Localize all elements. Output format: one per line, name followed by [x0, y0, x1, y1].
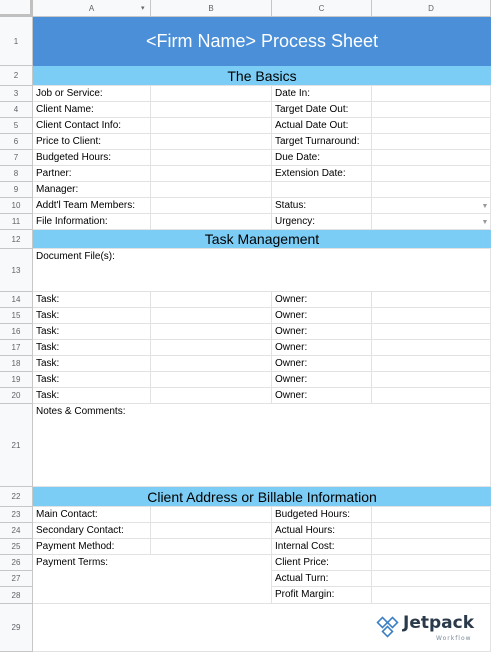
basics-right-value-cell[interactable]: [372, 214, 491, 230]
client-right-label[interactable]: Budgeted Hours:: [272, 507, 372, 523]
section-header-client: Client Address or Billable Information: [33, 487, 491, 507]
row-header[interactable]: 14: [0, 292, 33, 308]
client-right-value-cell[interactable]: [372, 539, 491, 555]
task-label[interactable]: Task:: [33, 308, 151, 324]
basics-label[interactable]: Price to Client:: [33, 134, 151, 150]
basics-right-label[interactable]: Target Date Out:: [272, 102, 372, 118]
footer-row[interactable]: [33, 604, 491, 652]
row-header[interactable]: 23: [0, 507, 33, 523]
row-header[interactable]: 1: [0, 17, 33, 66]
basics-label[interactable]: Client Contact Info:: [33, 118, 151, 134]
client-value-cell[interactable]: [151, 539, 272, 555]
basics-right-label[interactable]: Target Turnaround:: [272, 134, 372, 150]
row-header[interactable]: 8: [0, 166, 33, 182]
row-header[interactable]: 11: [0, 214, 33, 230]
select-all-corner[interactable]: [0, 0, 33, 17]
row-header[interactable]: 27: [0, 571, 33, 587]
task-label[interactable]: Task:: [33, 372, 151, 388]
owner-value-cell[interactable]: [372, 356, 491, 372]
document-files-cell[interactable]: Document File(s):: [33, 249, 491, 292]
client-right-label[interactable]: Actual Hours:: [272, 523, 372, 539]
basics-label[interactable]: Client Name:: [33, 102, 151, 118]
column-header-b[interactable]: [151, 0, 272, 17]
client-right-value-cell[interactable]: [372, 555, 491, 571]
column-header-d[interactable]: [372, 0, 491, 17]
task-value-cell[interactable]: [151, 292, 272, 308]
basics-label[interactable]: Budgeted Hours:: [33, 150, 151, 166]
row-header[interactable]: 22: [0, 487, 33, 507]
client-right-value-cell[interactable]: [372, 571, 491, 587]
owner-label[interactable]: Owner:: [272, 292, 372, 308]
client-value-cell[interactable]: [151, 523, 272, 539]
client-right-value-cell[interactable]: [372, 523, 491, 539]
section-header-basics: The Basics: [33, 66, 491, 86]
basics-value-cell[interactable]: [151, 198, 272, 214]
task-value-cell[interactable]: [151, 356, 272, 372]
row-header[interactable]: 25: [0, 539, 33, 555]
basics-right-label[interactable]: Actual Date Out:: [272, 118, 372, 134]
basics-right-value-cell[interactable]: [372, 118, 491, 134]
basics-right-label[interactable]: [272, 182, 372, 198]
row-header[interactable]: 28: [0, 587, 33, 604]
basics-right-label[interactable]: Extension Date:: [272, 166, 372, 182]
client-label[interactable]: Payment Method:: [33, 539, 151, 555]
basics-right-value-cell[interactable]: [372, 102, 491, 118]
client-right-value-cell[interactable]: [372, 587, 491, 604]
basics-value-cell[interactable]: [151, 214, 272, 230]
row-header[interactable]: 19: [0, 372, 33, 388]
task-label[interactable]: Task:: [33, 324, 151, 340]
row-header[interactable]: 9: [0, 182, 33, 198]
jetpack-logo-icon: [376, 616, 400, 640]
row-header[interactable]: 7: [0, 150, 33, 166]
basics-right-value-cell[interactable]: [372, 150, 491, 166]
basics-right-value-cell[interactable]: [372, 134, 491, 150]
column-c-label: C: [318, 3, 325, 13]
owner-value-cell[interactable]: [372, 372, 491, 388]
triangle-down-icon[interactable]: ▼: [481, 202, 489, 210]
logo-subtitle: Workflow: [436, 635, 472, 642]
task-value-cell[interactable]: [151, 388, 272, 404]
row-header[interactable]: 6: [0, 134, 33, 150]
basics-right-value-cell[interactable]: [372, 198, 491, 214]
task-label[interactable]: Task:: [33, 356, 151, 372]
row-header[interactable]: 12: [0, 230, 33, 249]
row-header[interactable]: 29: [0, 604, 33, 652]
row-header[interactable]: 10: [0, 198, 33, 214]
column-b-label: B: [208, 3, 214, 13]
client-right-label[interactable]: Actual Turn:: [272, 571, 372, 587]
row-header[interactable]: 21: [0, 404, 33, 487]
owner-label[interactable]: Owner:: [272, 340, 372, 356]
notes-comments-cell[interactable]: Notes & Comments:: [33, 404, 491, 487]
section-header-task: Task Management: [33, 230, 491, 249]
owner-value-cell[interactable]: [372, 292, 491, 308]
basics-right-value-cell[interactable]: [372, 86, 491, 102]
row-header[interactable]: 18: [0, 356, 33, 372]
triangle-down-icon[interactable]: ▼: [481, 218, 489, 226]
row-header[interactable]: 26: [0, 555, 33, 571]
column-a-label: A: [88, 3, 95, 13]
row-header[interactable]: 17: [0, 340, 33, 356]
row-header[interactable]: 3: [0, 86, 33, 102]
column-d-label: D: [428, 3, 434, 13]
basics-right-label[interactable]: Due Date:: [272, 150, 372, 166]
page-title: <Firm Name> Process Sheet: [33, 17, 491, 66]
client-value-cell[interactable]: [151, 507, 272, 523]
row-header[interactable]: 15: [0, 308, 33, 324]
basics-right-label[interactable]: Date In:: [272, 86, 372, 102]
row-header[interactable]: 24: [0, 523, 33, 539]
filter-arrow-icon[interactable]: ▾: [141, 5, 145, 12]
task-value-cell[interactable]: [151, 372, 272, 388]
client-label[interactable]: Main Contact:: [33, 507, 151, 523]
basics-value-cell[interactable]: [151, 102, 272, 118]
client-right-value-cell[interactable]: [372, 507, 491, 523]
logo: [376, 613, 486, 643]
basics-value-cell[interactable]: [151, 134, 272, 150]
basics-value-cell[interactable]: [151, 166, 272, 182]
basics-value-cell[interactable]: [151, 118, 272, 134]
owner-label[interactable]: Owner:: [272, 356, 372, 372]
client-right-label[interactable]: Internal Cost:: [272, 539, 372, 555]
client-label[interactable]: Secondary Contact:: [33, 523, 151, 539]
basics-right-value-cell[interactable]: [372, 166, 491, 182]
basics-value-cell[interactable]: [151, 86, 272, 102]
owner-label[interactable]: Owner:: [272, 308, 372, 324]
client-right-label[interactable]: Profit Margin:: [272, 587, 372, 604]
row-header[interactable]: 13: [0, 249, 33, 292]
basics-label[interactable]: Partner:: [33, 166, 151, 182]
owner-value-cell[interactable]: [372, 308, 491, 324]
basics-right-label[interactable]: Urgency:: [272, 214, 372, 230]
task-label[interactable]: Task:: [33, 388, 151, 404]
row-header[interactable]: 20: [0, 388, 33, 404]
row-header[interactable]: 2: [0, 66, 33, 86]
basics-right-value-cell[interactable]: [372, 182, 491, 198]
task-value-cell[interactable]: [151, 324, 272, 340]
task-value-cell[interactable]: [151, 340, 272, 356]
owner-value-cell[interactable]: [372, 340, 491, 356]
column-header-c[interactable]: [272, 0, 372, 17]
logo-name: Jetpack: [403, 613, 475, 633]
owner-label[interactable]: Owner:: [272, 324, 372, 340]
owner-value-cell[interactable]: [372, 324, 491, 340]
basics-label[interactable]: Addt'l Team Members:: [33, 198, 151, 214]
basics-label[interactable]: File Information:: [33, 214, 151, 230]
owner-label[interactable]: Owner:: [272, 372, 372, 388]
task-label[interactable]: Task:: [33, 340, 151, 356]
column-header-a[interactable]: [33, 0, 151, 17]
task-value-cell[interactable]: [151, 308, 272, 324]
basics-value-cell[interactable]: [151, 182, 272, 198]
row-header[interactable]: 4: [0, 102, 33, 118]
row-header[interactable]: 5: [0, 118, 33, 134]
basics-value-cell[interactable]: [151, 150, 272, 166]
row-header[interactable]: 16: [0, 324, 33, 340]
payment-terms-cell[interactable]: Payment Terms:: [33, 555, 272, 604]
client-right-label[interactable]: Client Price:: [272, 555, 372, 571]
owner-label[interactable]: Owner:: [272, 388, 372, 404]
task-label[interactable]: Task:: [33, 292, 151, 308]
basics-right-label[interactable]: Status:: [272, 198, 372, 214]
owner-value-cell[interactable]: [372, 388, 491, 404]
basics-label[interactable]: Manager:: [33, 182, 151, 198]
basics-label[interactable]: Job or Service:: [33, 86, 151, 102]
